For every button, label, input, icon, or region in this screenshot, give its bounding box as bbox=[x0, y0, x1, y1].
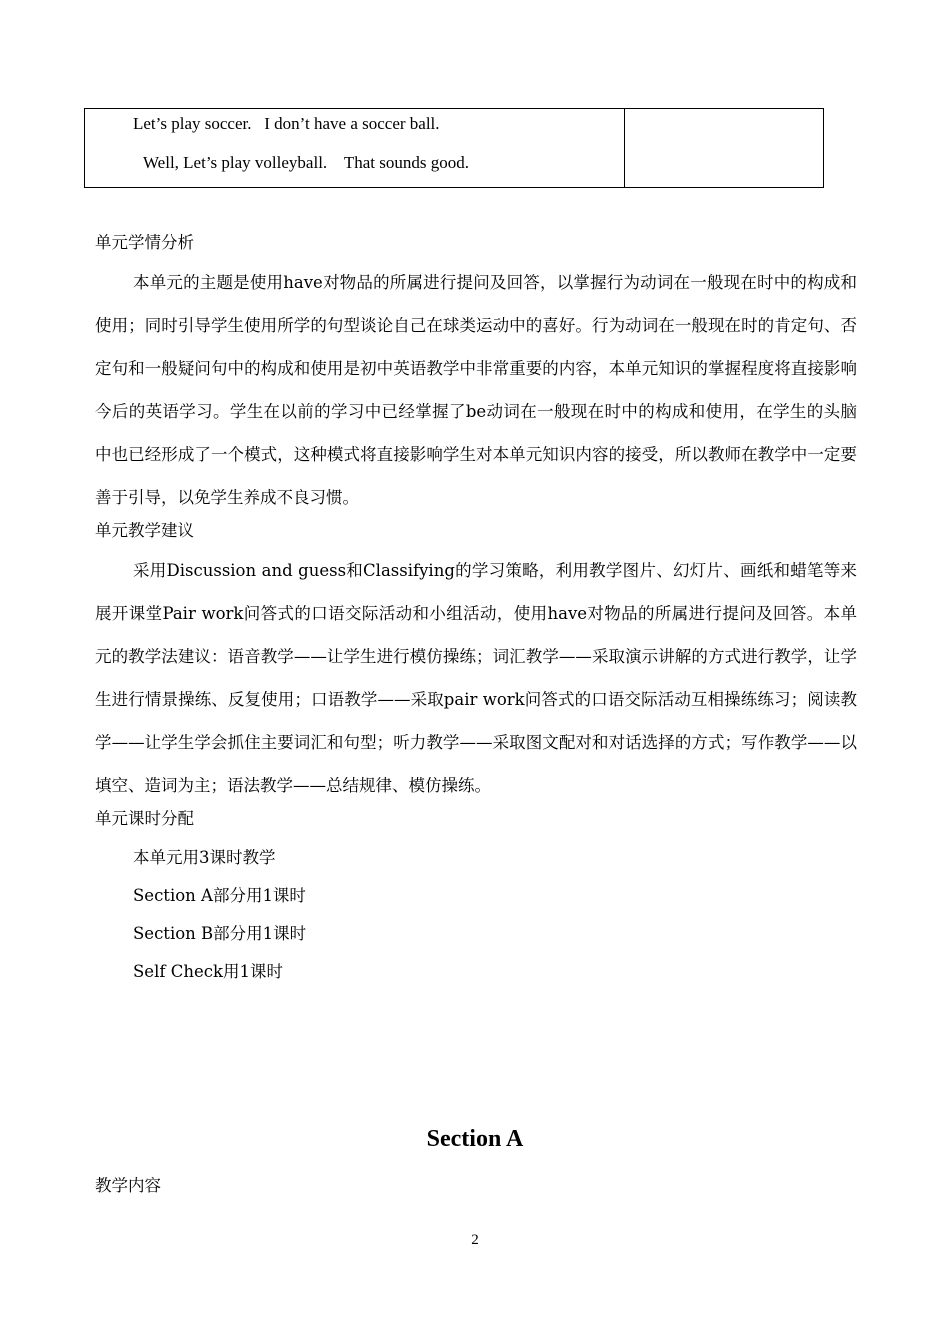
allocation-heading: 单元课时分配 bbox=[95, 809, 194, 828]
page-number: 2 bbox=[471, 1232, 479, 1248]
analysis-paragraph: 本单元的主题是使用have对物品的所属进行提问及回答，以掌握行为动词在一般现在时中的构成和使用；同时引导学生使用所学的句型谈论自己在球类运动中的喜好。行为动词在一般现在时的肯定句、否定句和一般疑问句中的构成和使用是初中英语教学中非常重要的内容，本单元知识的掌握程度将直接影响今后的英语学习。学生在以前的学习中已经掌握了be动词在一般现在时中的构成和使用，在学生的头脑中也已经形成了一个模式，这种模式将直接影响学生对本单元知识内容的接受，所以教师在教学中一定要善于引导，以免学生养成不良习惯。 bbox=[95, 273, 857, 507]
dialogue-line-2: Well, Let’s play volleyball. That sounds good. bbox=[143, 153, 469, 172]
empty-cell bbox=[625, 109, 823, 187]
section-title: Section A bbox=[426, 1126, 524, 1152]
suggestion-paragraph: 采用Discussion and guess和Classifying的学习策略，利用教学图片、幻灯片、画纸和蜡笔等来展开课堂Pair work问答式的口语交际活动和小组活动，使用have对物品的所属进行提问及回答。本单元的教学法建议：语音教学——让学生进行模仿操练；词汇教学——采取演示讲解的方式进行教学，让学生进行情景操练、反复使用；口语教学——采取pair work问答式的口语交际活动互相操练练习；阅读教学——让学生学会抓住主要词汇和句型；听力教学——采取图文配对和对话选择的方式；写作教学——以填空、造词为主；语法教学——总结规律、模仿操练。 bbox=[95, 561, 857, 795]
allocation-line: Self Check用1课时 bbox=[133, 962, 283, 981]
dialogue-table bbox=[84, 108, 824, 188]
allocation-line: Section B部分用1课时 bbox=[133, 924, 307, 943]
content-heading: 教学内容 bbox=[95, 1176, 161, 1195]
allocation-line: Section A部分用1课时 bbox=[133, 886, 306, 905]
analysis-heading: 单元学情分析 bbox=[95, 233, 194, 252]
dialogue-line-1: Let’s play soccer. I don’t have a soccer ball. bbox=[133, 114, 440, 133]
dialogue-cell bbox=[85, 109, 625, 187]
body-content bbox=[95, 229, 857, 996]
suggestion-heading: 单元教学建议 bbox=[95, 521, 194, 540]
allocation-line: 本单元用3课时教学 bbox=[133, 848, 276, 867]
